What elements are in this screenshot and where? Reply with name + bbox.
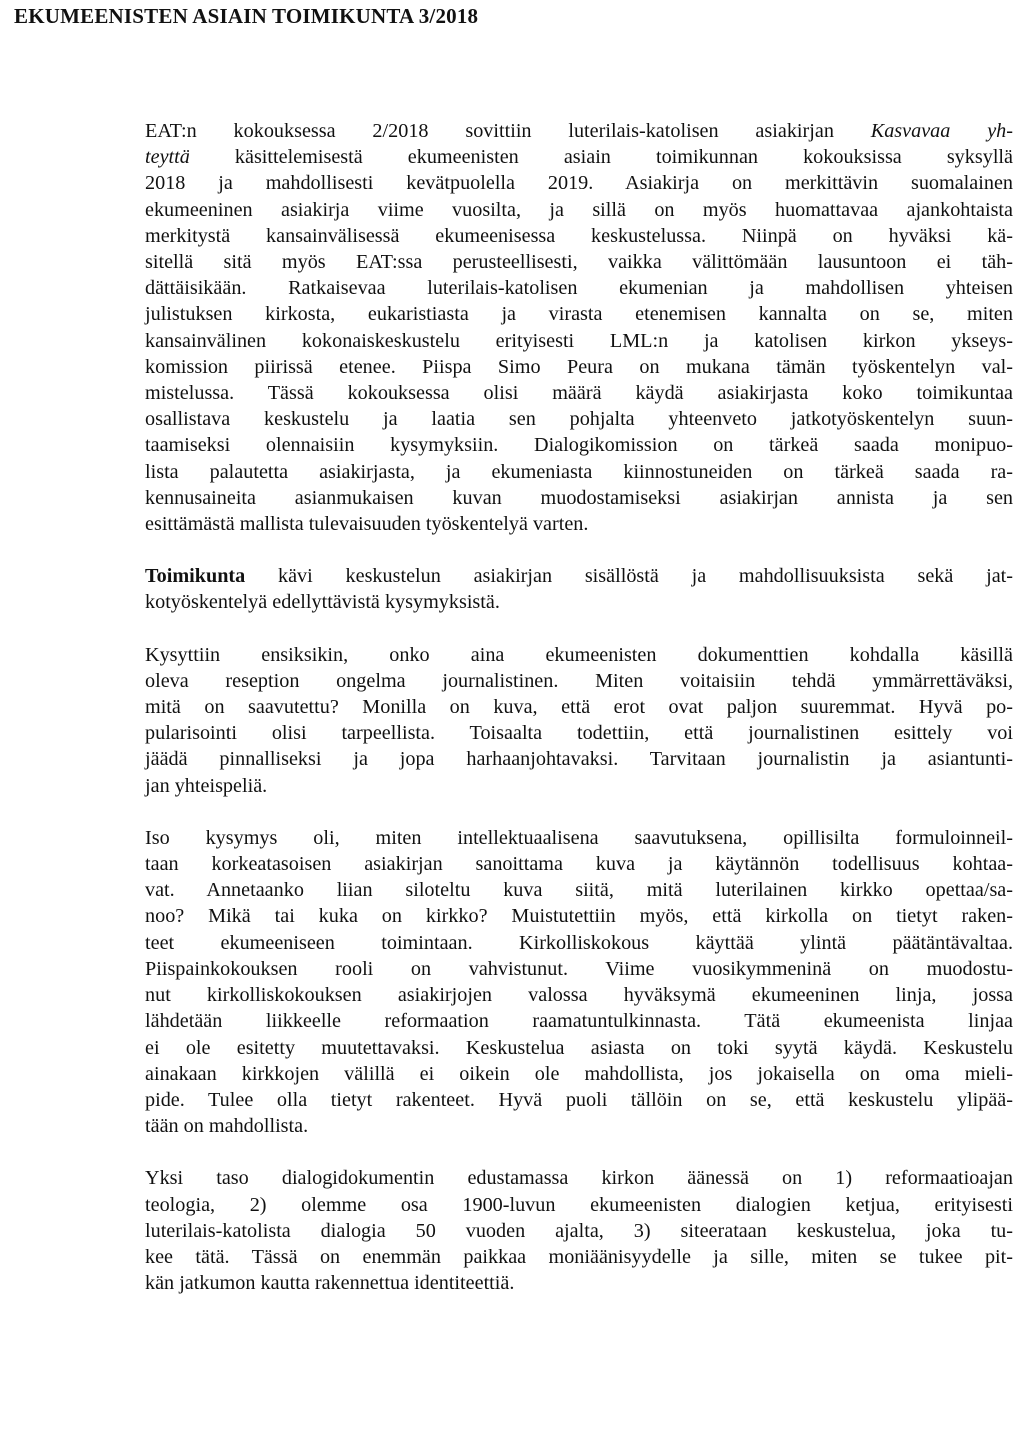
committee-label-bold: Toimikunta	[145, 565, 246, 588]
text-line: noo? Mikä tai kuka on kirkko? Muistutettiin myös, että kirkolla on tietyt raken-	[145, 905, 1013, 928]
text-line: Toimikunta kävi keskustelun asiakirjan sisällöstä ja mahdollisuuksista sekä jat-	[145, 565, 1013, 588]
text-line: taamiseksi olennaisiin kysymyksiin. Dialogikomission on tärkeä saada monipuo-	[145, 434, 1013, 457]
text-line: kotyöskentelyä edellyttävistä kysymyksistä.	[145, 591, 500, 614]
text-line: taan korkeatasoisen asiakirjan sanoittama kuva ja käytännön todellisuus kohtaa-	[145, 853, 1013, 876]
text-line: teyttä käsittelemisestä ekumeenisten asiain toimikunnan kokouksissa syksyllä	[145, 146, 1013, 169]
text-line: teologia, 2) olemme osa 1900-luvun ekumeenisten dialogien ketjua, erityisesti	[145, 1193, 1013, 1216]
text-line: kennusaineita asianmukaisen kuvan muodostamiseksi asiakirjan annista ja sen	[145, 486, 1013, 509]
text-line: teet ekumeeniseen toimintaan. Kirkolliskokous käyttää ylintä päätäntävaltaa.	[145, 931, 1013, 954]
text-line: sitellä sitä myös EAT:ssa perusteellisesti, vaikka välittömään lausuntoon ei täh-	[145, 251, 1013, 274]
document-body	[145, 118, 1013, 1322]
text-line: Yksi taso dialogidokumentin edustamassa kirkon äänessä on 1) reformaatioajan	[145, 1167, 1013, 1190]
text-line: jan yhteispeliä.	[145, 774, 268, 797]
paragraph-dialogue-levels	[145, 1165, 1013, 1296]
text-line: pularisointi olisi tarpeellista. Toisaalta todettiin, että journalistinen esittely voi	[145, 722, 1013, 745]
text-line: tään on mahdollista.	[145, 1115, 309, 1138]
text-line: lähdetään liikkeelle reformaation raamatuntulkinnasta. Tätä ekumeenista linjaa	[145, 1010, 1013, 1033]
paragraph-big-question	[145, 825, 1013, 1139]
text-line: oleva reseption ongelma journalistinen. Miten voitaisiin tehdä ymmärrettäväksi,	[145, 669, 1013, 692]
text-line: jäädä pinnalliseksi ja jopa harhaanjohtavaksi. Tarvitaan journalistin ja asiantunti-	[145, 748, 1013, 771]
text-line: ekumeeninen asiakirja viime vuosilta, ja sillä on myös huomattavaa ajankohtaista	[145, 198, 1013, 221]
paragraph-reception	[145, 642, 1013, 799]
document-title-italic: teyttä	[145, 146, 190, 169]
paragraph-intro	[145, 118, 1013, 537]
paragraph-discussion	[145, 563, 1013, 615]
text-line: vat. Annetaanko liian siloteltu kuva siitä, mitä luterilainen kirkko opettaa/sa-	[145, 879, 1013, 902]
text-line: osallistava keskustelu ja laatia sen pohjalta yhteenveto jatkotyöskentelyn suun-	[145, 408, 1013, 431]
text-line: kee tätä. Tässä on enemmän paikkaa moniäänisyydelle ja sille, miten se tukee pit-	[145, 1245, 1013, 1268]
text-line: komission piirissä etenee. Piispa Simo Peura on mukana tämän työskentelyn val-	[145, 355, 1013, 378]
text-line: ei ole esitetty muutettavaksi. Keskustelua asiasta on toki syytä käydä. Keskustelu	[145, 1036, 1013, 1059]
text-line: lista palautetta asiakirjasta, ja ekumeniasta kiinnostuneiden on tärkeä saada ra-	[145, 460, 1013, 483]
text-line: kän jatkumon kautta rakennettua identiteettiä.	[145, 1272, 515, 1295]
text-line: Iso kysymys oli, miten intellektuaalisena saavutuksena, opillisilta formuloinneil-	[145, 826, 1013, 849]
text-line: ainakaan kirkkojen välillä ei oikein ole mahdollista, jos jokaisella on oma mieli-	[145, 1062, 1013, 1085]
document-title-italic: Kasvavaa yh-	[870, 120, 1013, 142]
document-header: EKUMEENISTEN ASIAIN TOIMIKUNTA 3/2018	[14, 4, 479, 28]
text-line: esittämästä mallista tulevaisuuden työskentelyä varten.	[145, 513, 589, 536]
text-line: nut kirkolliskokouksen asiakirjojen valossa hyväksymä ekumeeninen linja, jossa	[145, 984, 1013, 1007]
text-line: kansainvälinen kokonaiskeskustelu erityisesti LML:n ja katolisen kirkon ykseys-	[145, 329, 1013, 352]
text-line: mistelussa. Tässä kokouksessa olisi määrä käydä asiakirjasta koko toimikuntaa	[145, 382, 1013, 405]
text-line: pide. Tulee olla tietyt rakenteet. Hyvä puoli tällöin on se, että keskustelu ylipää-	[145, 1088, 1013, 1111]
text-line: Kysyttiin ensiksikin, onko aina ekumeenisten dokumenttien kohdalla käsillä	[145, 643, 1013, 666]
text-line: EAT:n kokouksessa 2/2018 sovittiin luterilais-katolisen asiakirjan Kasvavaa yh-	[145, 120, 1013, 142]
text-line: julistuksen kirkosta, eukaristiasta ja virasta etenemisen kannalta on se, miten	[145, 303, 1013, 326]
text-line: dättäisikään. Ratkaisevaa luterilais-katolisen ekumenian ja mahdollisen yhteisen	[145, 277, 1013, 300]
text-line: mitä on saavutettu? Monilla on kuva, että erot ovat paljon suuremmat. Hyvä po-	[145, 696, 1013, 719]
text-line: merkitystä kansainvälisessä ekumeenisessa keskustelussa. Niinpä on hyväksi kä-	[145, 224, 1013, 247]
text-line: 2018 ja mahdollisesti kevätpuolella 2019. Asiakirja on merkittävin suomalainen	[145, 172, 1013, 195]
text-line: luterilais-katolista dialogia 50 vuoden ajalta, 3) siteerataan keskustelua, joka tu-	[145, 1219, 1013, 1242]
text-line: Piispainkokouksen rooli on vahvistunut. Viime vuosikymmeninä on muodostu-	[145, 957, 1013, 980]
